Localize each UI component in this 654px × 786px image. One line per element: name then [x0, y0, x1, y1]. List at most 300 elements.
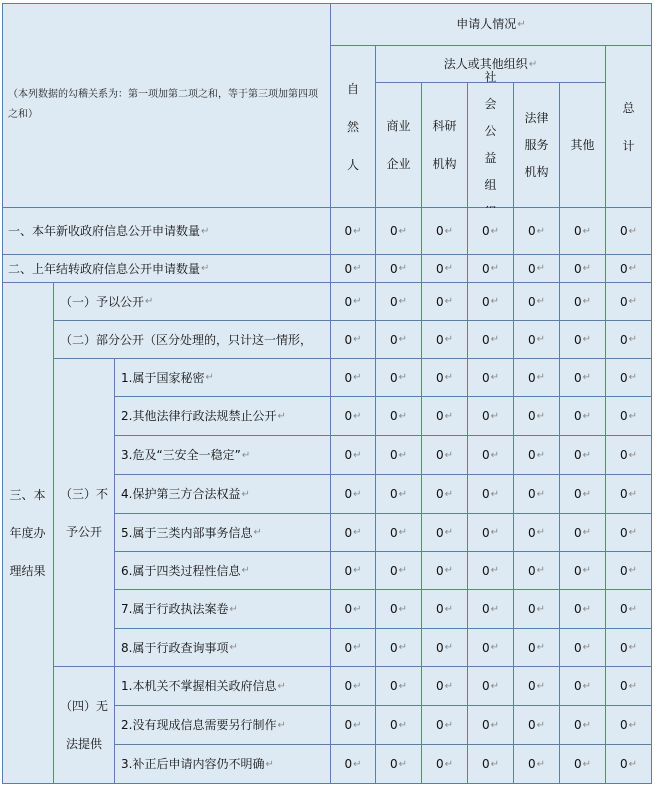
value-cell [376, 590, 422, 629]
row-label: 7.属于行政执法案卷 [121, 602, 229, 616]
value-cell [376, 208, 422, 255]
row-label-cell [115, 359, 331, 397]
value-cell [331, 397, 376, 436]
value: 0 [573, 294, 582, 309]
paragraph-mark: ↵ [490, 603, 500, 615]
paragraph-mark: ↵ [490, 719, 500, 731]
value-cell [331, 706, 376, 745]
value-cell [560, 745, 606, 784]
paragraph-mark: ↵ [490, 410, 500, 422]
value: 0 [527, 563, 536, 578]
value: 0 [389, 224, 398, 238]
paragraph-mark: ↵ [353, 296, 362, 307]
paragraph-mark: ↵ [353, 642, 362, 653]
value: 0 [619, 525, 628, 540]
row-label-cell [54, 283, 331, 321]
value: 0 [344, 718, 353, 732]
value: 0 [573, 525, 582, 540]
paragraph-mark: ↵ [628, 372, 638, 383]
value: 0 [435, 718, 444, 732]
value-cell [606, 667, 652, 706]
row-label: （一）予以公开 [60, 294, 145, 309]
value: 0 [344, 640, 353, 655]
paragraph-mark: ↵ [582, 719, 592, 731]
paragraph-mark: ↵ [536, 527, 546, 538]
value-cell [422, 514, 468, 552]
value-cell [560, 321, 606, 359]
group-label-cell [2, 283, 54, 784]
paragraph-mark: ↵ [490, 296, 500, 307]
row-label-cell [115, 397, 331, 436]
paragraph-mark: ↵ [628, 603, 638, 615]
value: 0 [619, 757, 628, 771]
paragraph-mark: ↵ [444, 296, 454, 307]
value: 0 [435, 448, 444, 462]
group-label: （四）无法提供 [60, 699, 109, 751]
header-other-cell [560, 83, 606, 208]
paragraph-mark: ↵ [398, 603, 408, 615]
header-note: （本列数据的勾稽关系为：第一项加第二项之和，等于第三项加第四项之和） [8, 89, 318, 120]
row-label: 8.属于行政查询事项 [121, 640, 229, 655]
value: 0 [481, 224, 490, 238]
value-cell [606, 745, 652, 784]
paragraph-mark: ↵ [444, 642, 454, 653]
value-cell [514, 255, 560, 283]
paragraph-mark: ↵ [398, 642, 408, 653]
paragraph-mark: ↵ [241, 449, 251, 461]
row-label-cell [54, 321, 331, 359]
value: 0 [344, 602, 353, 616]
value: 0 [619, 370, 628, 385]
paragraph-mark: ↵ [582, 603, 592, 615]
paragraph-mark: ↵ [536, 296, 546, 307]
paragraph-mark: ↵ [277, 680, 286, 692]
value-cell [422, 706, 468, 745]
value-cell [331, 475, 376, 514]
value-cell [422, 321, 468, 359]
value-cell [331, 745, 376, 784]
value: 0 [527, 602, 536, 616]
value-cell [422, 667, 468, 706]
paragraph-mark: ↵ [536, 410, 546, 422]
value-cell [514, 208, 560, 255]
value-cell [422, 208, 468, 255]
value-cell [468, 321, 514, 359]
paragraph-mark: ↵ [582, 263, 592, 274]
value-cell [376, 436, 422, 475]
paragraph-mark: ↵ [444, 334, 454, 345]
group-label-cell [54, 667, 115, 784]
paragraph-mark: ↵ [490, 680, 500, 692]
value-cell [560, 475, 606, 514]
row-label: 3.补正后申请内容仍不明确 [121, 757, 265, 771]
value-cell [606, 436, 652, 475]
value: 0 [435, 679, 444, 693]
row-label-cell [115, 436, 331, 475]
paragraph-mark: ↵ [398, 372, 408, 383]
value: 0 [573, 332, 582, 347]
paragraph-mark: ↵ [536, 642, 546, 653]
paragraph-mark: ↵ [536, 225, 546, 237]
value: 0 [619, 679, 628, 693]
value-cell [468, 475, 514, 514]
paragraph-mark: ↵ [628, 565, 638, 576]
value: 0 [527, 448, 536, 462]
value-cell [514, 397, 560, 436]
paragraph-mark: ↵ [582, 410, 592, 422]
row-label: 6.属于四类过程性信息 [121, 563, 241, 578]
paragraph-mark: ↵ [398, 680, 408, 692]
paragraph-mark: ↵ [444, 225, 454, 237]
value-cell [331, 208, 376, 255]
paragraph-mark: ↵ [490, 449, 500, 461]
value: 0 [619, 640, 628, 655]
value: 0 [481, 332, 490, 347]
value: 0 [344, 448, 353, 462]
value: 0 [389, 640, 398, 655]
header-other: 其他 [570, 138, 595, 152]
value: 0 [344, 370, 353, 385]
paragraph-mark: ↵ [490, 225, 500, 237]
value-cell [376, 283, 422, 321]
value: 0 [344, 409, 353, 423]
paragraph-mark: ↵ [265, 758, 274, 770]
paragraph-mark: ↵ [353, 758, 362, 770]
paragraph-mark: ↵ [582, 488, 592, 500]
value: 0 [389, 294, 398, 309]
value: 0 [435, 602, 444, 616]
row-label-cell [115, 706, 331, 745]
value: 0 [527, 224, 536, 238]
value: 0 [389, 718, 398, 732]
header-natural-cell [331, 46, 376, 208]
value: 0 [619, 294, 628, 309]
value-cell [331, 590, 376, 629]
paragraph-mark: ↵ [582, 296, 592, 307]
value-cell [514, 590, 560, 629]
value-cell [606, 629, 652, 667]
value: 0 [344, 563, 353, 578]
value: 0 [344, 487, 353, 501]
value-cell [514, 359, 560, 397]
value: 0 [344, 525, 353, 540]
value: 0 [573, 487, 582, 501]
value-cell [376, 255, 422, 283]
value-cell [606, 321, 652, 359]
header-business: 商业企业 [386, 119, 411, 171]
paragraph-mark: ↵ [490, 527, 500, 538]
paragraph-mark: ↵ [582, 758, 592, 770]
value: 0 [389, 525, 398, 540]
header-total-cell [606, 46, 652, 208]
row-label-cell [115, 629, 331, 667]
value: 0 [344, 224, 353, 238]
value-cell [422, 397, 468, 436]
value: 0 [435, 487, 444, 501]
value: 0 [481, 409, 490, 423]
value-cell [422, 359, 468, 397]
value: 0 [527, 370, 536, 385]
paragraph-mark: ↵ [444, 449, 454, 461]
paragraph-mark: ↵ [444, 488, 454, 500]
value-cell [468, 283, 514, 321]
value-cell [331, 514, 376, 552]
value-cell [376, 397, 422, 436]
paragraph-mark: ↵ [628, 410, 638, 422]
paragraph-mark: ↵ [398, 334, 408, 345]
value-cell [331, 629, 376, 667]
paragraph-mark: ↵ [536, 334, 546, 345]
value: 0 [435, 525, 444, 540]
value: 0 [527, 261, 536, 276]
value: 0 [481, 370, 490, 385]
value-cell [560, 629, 606, 667]
paragraph-mark: ↵ [145, 296, 154, 307]
value-cell [331, 321, 376, 359]
value: 0 [435, 757, 444, 771]
paragraph-mark: ↵ [353, 565, 362, 576]
row-label-cell [115, 590, 331, 629]
value: 0 [527, 409, 536, 423]
paragraph-mark: ↵ [628, 296, 638, 307]
paragraph-mark: ↵ [398, 449, 408, 461]
row-label-cell [115, 514, 331, 552]
paragraph-mark: ↵ [628, 334, 638, 345]
paragraph-mark: ↵ [241, 565, 250, 576]
value: 0 [389, 602, 398, 616]
paragraph-mark: ↵ [528, 58, 538, 70]
value-cell [468, 514, 514, 552]
row-label-cell [2, 208, 331, 255]
paragraph-mark: ↵ [536, 488, 546, 500]
header-public: 社会公益组 [484, 70, 497, 192]
value: 0 [481, 718, 490, 732]
value: 0 [344, 332, 353, 347]
row-label: 一、本年新收政府信息公开申请数量 [8, 224, 201, 238]
header-natural: 自然人 [346, 81, 359, 172]
value: 0 [481, 640, 490, 655]
paragraph-mark: ↵ [353, 410, 362, 422]
paragraph-mark: ↵ [353, 488, 362, 500]
value: 0 [435, 563, 444, 578]
value: 0 [573, 448, 582, 462]
paragraph-mark: ↵ [490, 334, 500, 345]
value-cell [331, 255, 376, 283]
value: 0 [619, 409, 628, 423]
value-cell [560, 397, 606, 436]
value: 0 [573, 261, 582, 276]
value: 0 [527, 757, 536, 771]
paragraph-mark: ↵ [628, 263, 638, 274]
paragraph-mark: ↵ [398, 296, 408, 307]
value-cell [422, 590, 468, 629]
paragraph-mark: ↵ [444, 565, 454, 576]
value: 0 [619, 487, 628, 501]
paragraph-mark: ↵ [536, 758, 546, 770]
value-cell [468, 436, 514, 475]
paragraph-mark: ↵ [628, 449, 638, 461]
paragraph-mark: ↵ [277, 719, 286, 731]
group-label: 三、本年度办理结果 [9, 488, 46, 578]
row-label-cell [2, 255, 331, 283]
value: 0 [481, 563, 490, 578]
value: 0 [481, 602, 490, 616]
value-cell [606, 590, 652, 629]
value-cell [606, 359, 652, 397]
paragraph-mark: ↵ [628, 488, 638, 500]
value-cell [468, 255, 514, 283]
value-cell [468, 208, 514, 255]
paragraph-mark: ↵ [398, 488, 408, 500]
value: 0 [573, 640, 582, 655]
row-label-cell [115, 745, 331, 784]
paragraph-mark: ↵ [398, 410, 408, 422]
value: 0 [389, 679, 398, 693]
paragraph-mark: ↵ [490, 565, 500, 576]
value-cell [560, 667, 606, 706]
paragraph-mark: ↵ [628, 225, 638, 237]
header-legal-cell [514, 83, 560, 208]
value: 0 [619, 332, 628, 347]
value-cell [560, 208, 606, 255]
value-cell [422, 745, 468, 784]
value: 0 [389, 757, 398, 771]
row-label-cell [115, 552, 331, 590]
paragraph-mark: ↵ [582, 680, 592, 692]
value-cell [376, 667, 422, 706]
value: 0 [481, 487, 490, 501]
value: 0 [573, 602, 582, 616]
row-label: 2.没有现成信息需要另行制作 [121, 718, 277, 732]
value-cell [376, 745, 422, 784]
value-cell [376, 475, 422, 514]
group-label-cell [54, 359, 115, 667]
value: 0 [573, 679, 582, 693]
paragraph-mark: ↵ [398, 225, 408, 237]
value: 0 [435, 409, 444, 423]
row-label-cell [115, 667, 331, 706]
value-cell [514, 629, 560, 667]
value-cell [560, 255, 606, 283]
value: 0 [619, 448, 628, 462]
row-label-cell [115, 475, 331, 514]
value: 0 [435, 332, 444, 347]
value-cell [422, 436, 468, 475]
value-cell [606, 283, 652, 321]
paragraph-mark: ↵ [444, 758, 454, 770]
value-cell [560, 436, 606, 475]
value-cell [422, 629, 468, 667]
value: 0 [435, 370, 444, 385]
row-label: 3.危及“三安全一稳定” [121, 448, 241, 462]
value: 0 [435, 640, 444, 655]
row-label: 1.属于国家秘密 [121, 370, 205, 385]
paragraph-mark: ↵ [628, 527, 638, 538]
row-label: 1.本机关不掌握相关政府信息 [121, 679, 277, 693]
paragraph-mark: ↵ [353, 719, 362, 731]
value-cell [606, 397, 652, 436]
paragraph-mark: ↵ [536, 603, 546, 615]
header-applicant: 申请人情况 [456, 17, 517, 31]
header-research: 科研机构 [432, 119, 457, 171]
header-research-cell [422, 83, 468, 208]
value-cell [606, 706, 652, 745]
value-cell [468, 667, 514, 706]
paragraph-mark: ↵ [444, 410, 454, 422]
paragraph-mark: ↵ [444, 372, 454, 383]
paragraph-mark: ↵ [628, 758, 638, 770]
value-cell [560, 514, 606, 552]
value-cell [560, 283, 606, 321]
paragraph-mark: ↵ [353, 263, 362, 274]
paragraph-mark: ↵ [353, 449, 362, 461]
paragraph-mark: ↵ [536, 372, 546, 383]
value-cell [468, 359, 514, 397]
value: 0 [619, 602, 628, 616]
paragraph-mark: ↵ [490, 488, 500, 500]
paragraph-mark: ↵ [205, 372, 214, 383]
value-cell [514, 283, 560, 321]
value: 0 [527, 487, 536, 501]
value-cell [376, 629, 422, 667]
paragraph-mark: ↵ [628, 642, 638, 653]
value-cell [514, 321, 560, 359]
value: 0 [573, 370, 582, 385]
row-label: 5.属于三类内部事务信息 [121, 525, 253, 540]
value: 0 [481, 757, 490, 771]
value: 0 [389, 261, 398, 276]
value-cell [514, 514, 560, 552]
value: 0 [481, 525, 490, 540]
value-cell [468, 397, 514, 436]
header-total: 总计 [622, 100, 635, 153]
paragraph-mark: ↵ [628, 680, 638, 692]
value-cell [560, 590, 606, 629]
value: 0 [435, 261, 444, 276]
header-note-cell [2, 3, 331, 208]
value-cell [422, 283, 468, 321]
paragraph-mark: ↵ [353, 527, 362, 538]
paragraph-mark: ↵ [398, 758, 408, 770]
value: 0 [481, 679, 490, 693]
value-cell [606, 208, 652, 255]
paragraph-mark: ↵ [444, 527, 454, 538]
value: 0 [573, 718, 582, 732]
paragraph-mark: ↵ [444, 263, 454, 274]
value-cell [606, 255, 652, 283]
value-cell [376, 706, 422, 745]
value: 0 [435, 294, 444, 309]
paragraph-mark: ↵ [582, 334, 592, 345]
paragraph-mark: ↵ [253, 527, 262, 538]
value: 0 [619, 563, 628, 578]
value-cell [560, 359, 606, 397]
value-cell [560, 552, 606, 590]
paragraph-mark: ↵ [536, 263, 546, 274]
value-cell [514, 667, 560, 706]
value: 0 [389, 563, 398, 578]
paragraph-mark: ↵ [201, 225, 210, 237]
value: 0 [389, 370, 398, 385]
value: 0 [527, 640, 536, 655]
value-cell [560, 706, 606, 745]
paragraph-mark: ↵ [582, 225, 592, 237]
value: 0 [389, 448, 398, 462]
value: 0 [481, 261, 490, 276]
value-cell [422, 475, 468, 514]
value: 0 [527, 679, 536, 693]
value: 0 [573, 409, 582, 423]
